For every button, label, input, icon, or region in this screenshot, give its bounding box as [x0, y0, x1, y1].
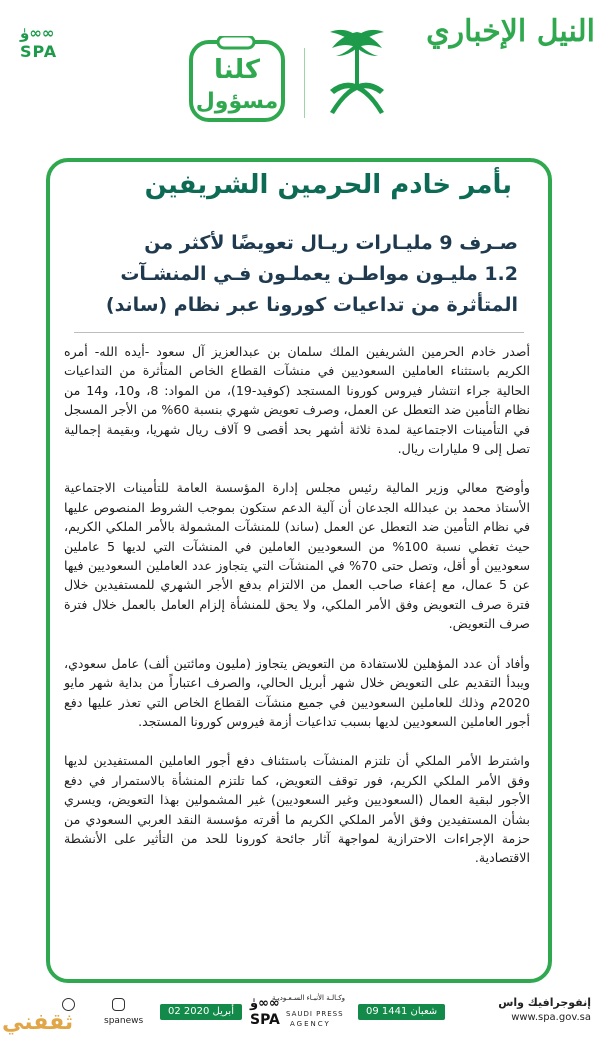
footer-brand: إنفوجرافيك واس — [498, 996, 591, 1009]
footer-url[interactable]: www.spa.gov.sa — [511, 1012, 591, 1023]
footer-spa-logo-bottom: SPA — [250, 1012, 280, 1028]
spa-logo — [20, 24, 72, 64]
campaign-logo-icon — [188, 36, 286, 124]
subtitle — [78, 228, 518, 321]
header-divider — [304, 48, 305, 118]
hijri-date-badge: 09 شعبان 1441 — [358, 1004, 445, 1020]
campaign-line-1: كلنا — [213, 55, 261, 85]
divider — [74, 332, 524, 333]
paragraph: واشترط الأمر الملكي أن تلتزم المنشآت باستئناف دفع أجور العاملين المستفيدين لديها وفق الأمر الملكي الكريم، فور توقف التعويض، كما تلتزم المنشأة بالاستمرار في دفع الأجور لبقية العمال (السعوديين وغير السعوديين) غير المشمولين بهذا التعويض، ويسري بشأن المستفيدين وفق الأمر الملكي الكريم ما أقرته مؤسسة النقد العربي السعودي من حزمة الإجراءات الاحترازية لمواجهة آثار جائحة كورونا للحد من التأثير على الأنشطة الاقتصادية. — [64, 753, 530, 866]
header — [0, 0, 603, 150]
instagram-icon[interactable] — [112, 998, 125, 1011]
subtitle-line: المتأثرة من تداعيات كورونا عبر نظام (ساند) — [105, 294, 518, 316]
paragraph: وأفاد أن عدد المؤهلين للاستفادة من التعويض يتجاوز (مليون ومائتين ألف) عامل سعودي، ويبدأ التقديم على التعويض خلال شهر أبريل الحالي، والصرف اعتباراً من بداية شهر مايو 2020م وذلك للعاملين السعوديين في جميع منشآت القطاع الخاص التي تعذر عليها دفع أجور العاملين السعوديين لديها بسبب تداعيات أزمة فيروس كورونا المستجد. — [64, 655, 530, 729]
page-title: بأمر خادم الحرمين الشريفين — [144, 170, 512, 200]
paragraph: وأوضح معالي وزير المالية رئيس مجلس إدارة المؤسسة العامة للتأمينات الاجتماعية الأستاذ محمد بن عبدالله الجدعان أن آلية الدعم ستكون بموجب الشروط المنصوص عليها في نظام التأمين ضد التعطل عن العمل (ساند) للمنشآت المشمولة بالأمر الملكي الكريم، حيث تغطي نسبة 100% من السعوديين العاملين في المنشآت التي لديها 5 عاملين سعوديين أو أقل، وتصل حتى 70% في المنشآت التي يتجاوز عدد العاملين السعوديين فيها عن 5 عمال، مع إعفاء صاحب العمل من الالتزام بدفع الأجر الشهري للمستفيدين خلال فترة صرف التعويض وفق الأمر الملكي، ولا يحق للمنشأة إلزام العامل بالعمل خلال فترة صرف التعويض. — [64, 480, 531, 632]
subtitle-line: 1.2 مليـون مواطـن يعملـون فـي المنشـآت — [120, 263, 518, 285]
agency-name-en-1: SAUDI PRESS — [286, 1010, 344, 1018]
gregorian-date-badge: 02 أبريل 2020 — [160, 1004, 242, 1020]
saudi-emblem-icon — [322, 28, 392, 118]
subtitle-line: صـرف 9 مليـارات ريـال تعويضًا لأكثر من — [144, 232, 518, 254]
agency-name-en-2: AGENCY — [290, 1020, 331, 1028]
watermark: ثقفني — [2, 1010, 74, 1035]
social-handle[interactable]: spanews — [104, 1016, 144, 1026]
campaign-line-2: مسؤول — [195, 89, 279, 114]
agency-name-ar: وكـالـة الأنبـاء السـعـوديـة — [272, 994, 346, 1002]
spa-logo-top: وٰ∞∞ — [20, 24, 55, 42]
footer — [0, 992, 603, 1048]
announcement-card — [46, 158, 552, 983]
footer-spa-logo-top: وٰ∞∞ — [250, 996, 280, 1011]
site-name: النيل الإخباري — [426, 14, 595, 49]
article-body — [64, 342, 530, 888]
spa-logo-bottom: SPA — [20, 42, 58, 61]
paragraph: أصدر خادم الحرمين الشريفين الملك سلمان بن عبدالعزيز آل سعود -أيده الله- أمره الكريم باستثناء العاملين السعوديين في منشآت القطاع الخاص المتأثرة من التداعيات الحالية جراء انتشار فيروس كورونا المستجد (كوفيد-19)، من المواد: 8، و10، و14 من نظام التأمين ضد التعطل عن العمل، وصرف تعويض شهري بنسبة 60% من الأجر المسجل في التأمينات الاجتماعية لمدة ثلاثة أشهر بحد أقصى 9 آلاف ريال شهريا، وبقيمة إجمالية تصل إلى 9 مليارات ريال. — [64, 344, 531, 457]
